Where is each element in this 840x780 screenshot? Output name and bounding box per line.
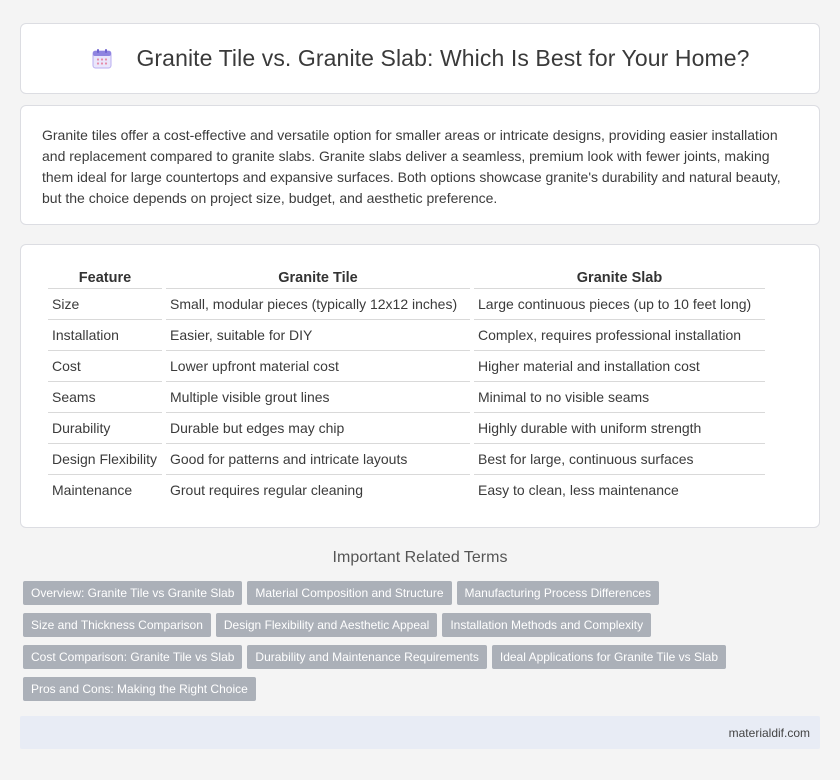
table-cell-tile: Grout requires regular cleaning: [166, 474, 470, 505]
related-term-tag[interactable]: Size and Thickness Comparison: [23, 613, 211, 637]
table-cell-feature: Maintenance: [48, 474, 162, 505]
table-row: [48, 412, 765, 443]
related-term-tag[interactable]: Manufacturing Process Differences: [457, 581, 660, 605]
related-term-tag[interactable]: Material Composition and Structure: [247, 581, 451, 605]
table-cell-tile: Good for patterns and intricate layouts: [166, 443, 470, 474]
related-term-tag[interactable]: Durability and Maintenance Requirements: [247, 645, 486, 669]
related-term-tag[interactable]: Pros and Cons: Making the Right Choice: [23, 677, 256, 701]
related-terms-list: [23, 581, 803, 709]
table-cell-slab: Minimal to no visible seams: [474, 381, 765, 412]
table-cell-tile: Small, modular pieces (typically 12x12 inches): [166, 288, 470, 319]
summary-text: Granite tiles offer a cost-effective and versatile option for smaller areas or intricate designs, providing easier installation and replacement compared to granite slabs. Granite slabs deliver a seamless, premium look with fewer joints, making them ideal for large countertops and expansive surfaces. Both options showcase granite's durability and natural beauty, but the choice depends on project size, budget, and aesthetic preference.: [42, 127, 781, 206]
table-cell-slab: Complex, requires professional installation: [474, 319, 765, 350]
column-header-granite-slab: Granite Slab: [576, 270, 663, 286]
site-link[interactable]: materialdif.com: [728, 725, 810, 740]
related-term-tag[interactable]: Ideal Applications for Granite Tile vs Slab: [492, 645, 726, 669]
table-cell-slab: Higher material and installation cost: [474, 350, 765, 381]
table-cell-slab: Best for large, continuous surfaces: [474, 443, 765, 474]
comparison-table-card: [20, 244, 820, 528]
related-term-tag[interactable]: Cost Comparison: Granite Tile vs Slab: [23, 645, 242, 669]
column-header-granite-tile: Granite Tile: [278, 270, 358, 286]
table-cell-feature: Installation: [48, 319, 162, 350]
table-cell-feature: Durability: [48, 412, 162, 443]
table-cell-feature: Size: [48, 288, 162, 319]
title-card: [20, 23, 820, 94]
footer: [20, 716, 820, 749]
table-row: [48, 443, 765, 474]
table-cell-feature: Cost: [48, 350, 162, 381]
summary-card: [20, 105, 820, 225]
table-cell-slab: Large continuous pieces (up to 10 feet long): [474, 288, 765, 319]
table-cell-slab: Easy to clean, less maintenance: [474, 474, 765, 505]
table-cell-tile: Durable but edges may chip: [166, 412, 470, 443]
comparison-table: [44, 266, 769, 505]
related-term-tag[interactable]: Design Flexibility and Aesthetic Appeal: [216, 613, 437, 637]
related-term-tag[interactable]: Overview: Granite Tile vs Granite Slab: [23, 581, 242, 605]
table-header-row: [48, 266, 765, 288]
table-row: [48, 319, 765, 350]
table-cell-tile: Lower upfront material cost: [166, 350, 470, 381]
column-header-feature: Feature: [78, 270, 132, 286]
table-cell-slab: Highly durable with uniform strength: [474, 412, 765, 443]
table-cell-feature: Design Flexibility: [48, 443, 162, 474]
page-title: Granite Tile vs. Granite Slab: Which Is Best for Your Home?: [136, 45, 750, 71]
table-row: [48, 474, 765, 505]
table-row: [48, 288, 765, 319]
table-row: [48, 381, 765, 412]
related-term-tag[interactable]: Installation Methods and Complexity: [442, 613, 651, 637]
table-row: [48, 350, 765, 381]
table-cell-tile: Easier, suitable for DIY: [166, 319, 470, 350]
table-cell-feature: Seams: [48, 381, 162, 412]
calendar-icon: [90, 47, 114, 71]
table-cell-tile: Multiple visible grout lines: [166, 381, 470, 412]
related-terms-heading: Important Related Terms: [332, 549, 508, 566]
